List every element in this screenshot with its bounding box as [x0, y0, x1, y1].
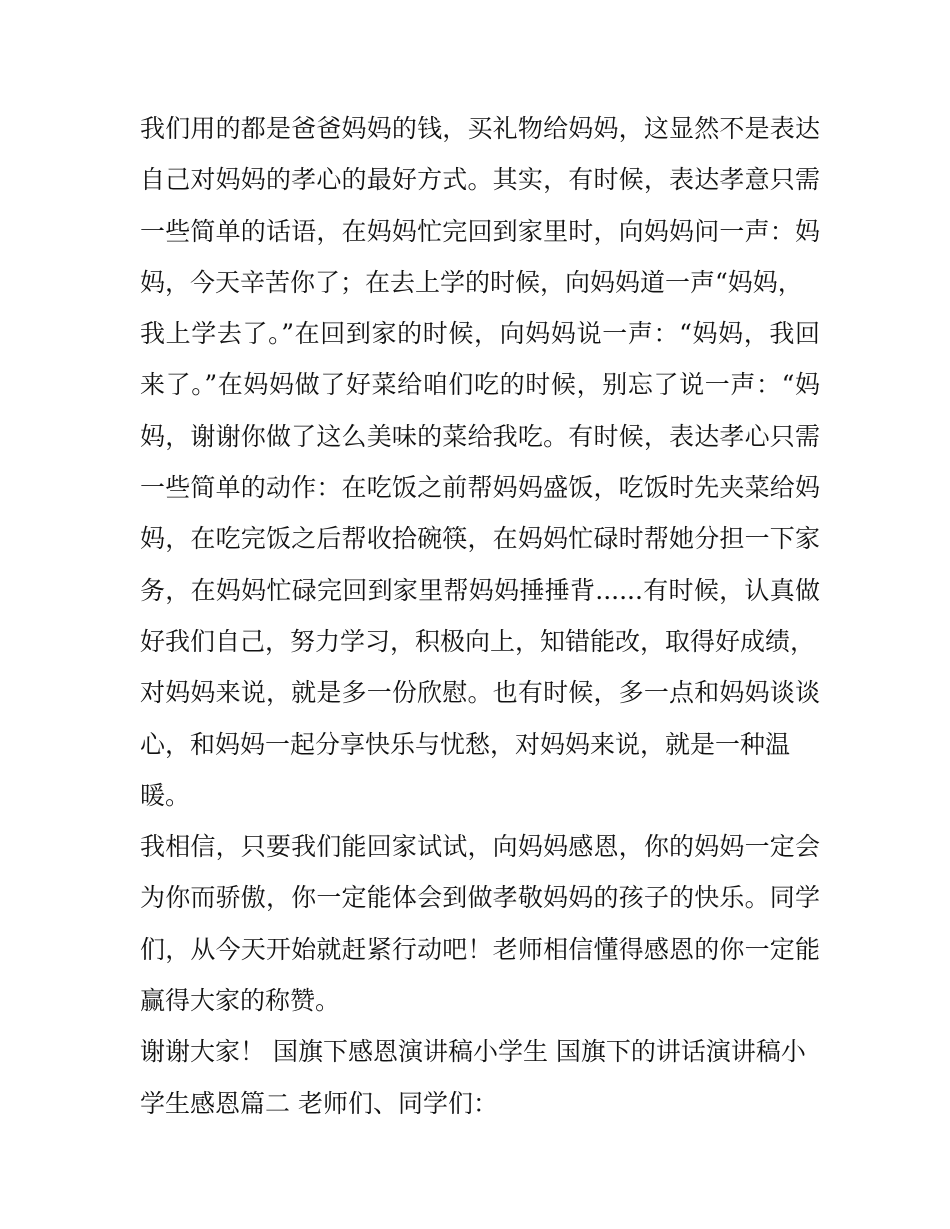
paragraph-1: [140, 103, 820, 821]
text-line: 一些简单的话语，在妈妈忙完回到家里时，向妈妈问一声：妈: [140, 216, 820, 246]
text-line: 为你而骄傲，你一定能体会到做孝敬妈妈的孩子的快乐。同学: [140, 883, 820, 913]
text-line: 妈，今天辛苦你了；在去上学的时候，向妈妈道一声“妈妈，: [140, 267, 803, 297]
text-line: 好我们自己，努力学习，积极向上，知错能改，取得好成绩，: [140, 626, 816, 656]
text-line: 我上学去了。”在回到家的时候，向妈妈说一声：“妈妈，我回: [140, 319, 820, 349]
text-line: 学生感恩篇二 老师们、同学们：: [140, 1088, 498, 1118]
text-line: 我相信，只要我们能回家试试，向妈妈感恩，你的妈妈一定会: [140, 832, 820, 862]
document-page: [140, 103, 820, 1129]
text-line: 们，从今天开始就赶紧行动吧！老师相信懂得感恩的你一定能: [140, 934, 820, 964]
text-line: 赢得大家的称赞。: [140, 986, 341, 1016]
paragraph-3: [140, 1026, 820, 1129]
paragraph-2: [140, 821, 820, 1026]
text-line: 暖。: [140, 780, 191, 810]
text-line: 妈，在吃完饭之后帮收拾碗筷，在妈妈忙碌时帮她分担一下家: [140, 524, 820, 554]
text-line: 谢谢大家！ 国旗下感恩演讲稿小学生 国旗下的讲话演讲稿小: [140, 1037, 806, 1067]
text-line: 自己对妈妈的孝心的最好方式。其实，有时候，表达孝意只需: [140, 165, 820, 195]
text-line: 来了。”在妈妈做了好菜给咱们吃的时候，别忘了说一声：“妈: [140, 370, 820, 400]
text-line: 我们用的都是爸爸妈妈的钱，买礼物给妈妈，这显然不是表达: [140, 114, 820, 143]
text-line: 妈，谢谢你做了这么美味的菜给我吃。有时候，表达孝心只需: [140, 421, 820, 451]
text-line: 心，和妈妈一起分享快乐与忧愁，对妈妈来说，就是一种温: [140, 729, 791, 759]
text-line: 务，在妈妈忙碌完回到家里帮妈妈捶捶背......有时候，认真做: [140, 575, 820, 605]
text-line: 一些简单的动作：在吃饭之前帮妈妈盛饭，吃饭时先夹菜给妈: [140, 473, 820, 503]
text-line: 对妈妈来说，就是多一份欣慰。也有时候，多一点和妈妈谈谈: [140, 678, 820, 708]
